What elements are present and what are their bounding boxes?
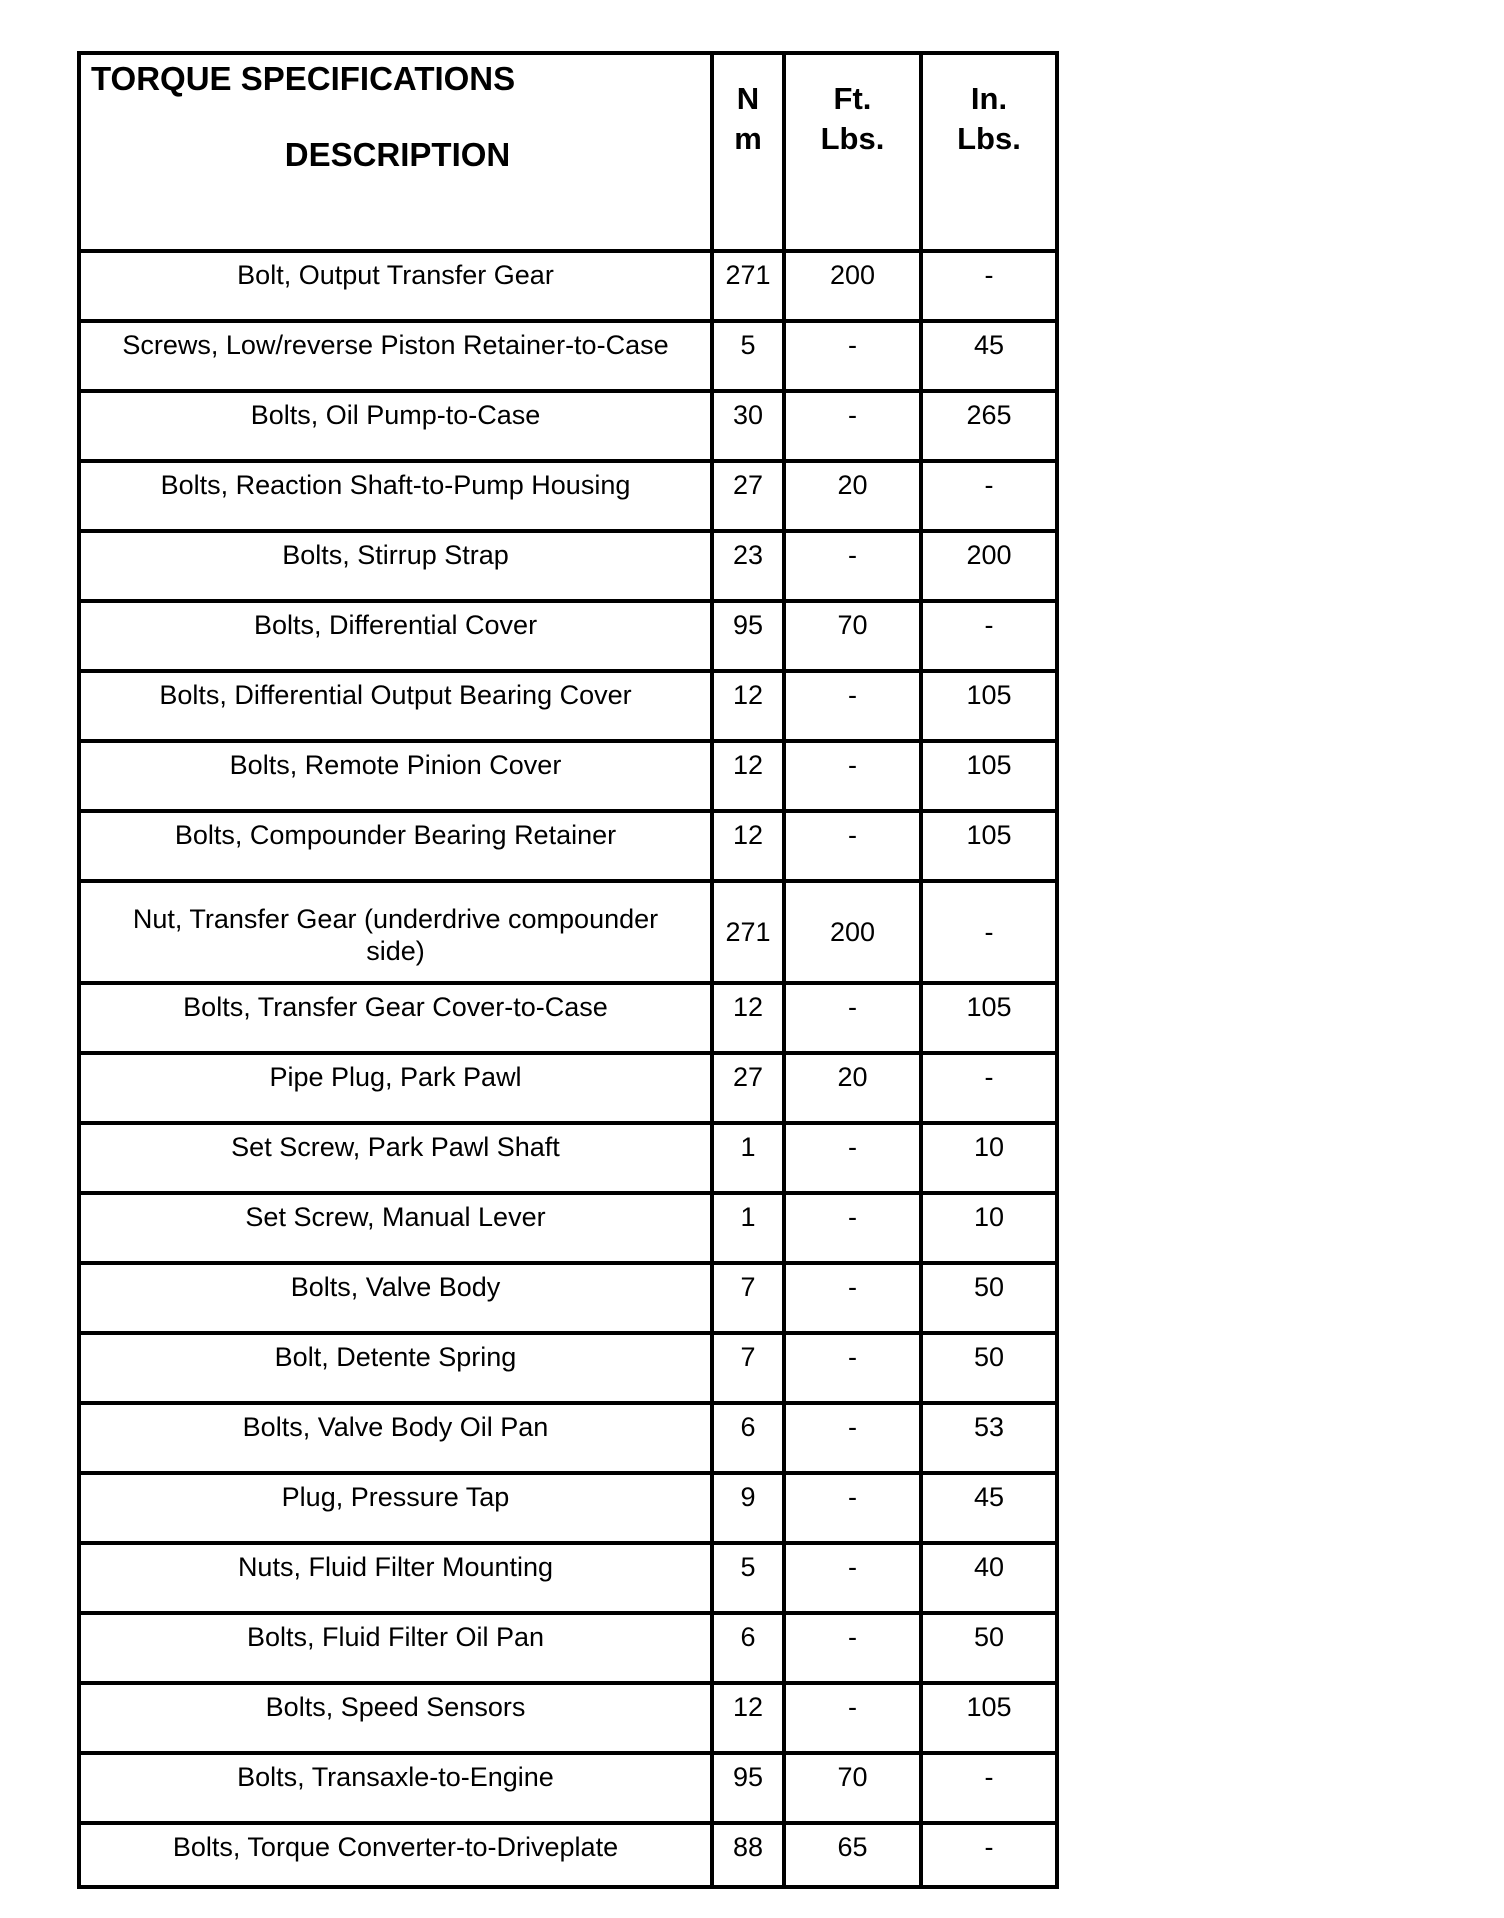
description-cell: Bolts, Differential Cover [81, 603, 714, 669]
ft-lbs-cell: - [786, 1195, 923, 1261]
nm-cell: 6 [714, 1405, 786, 1471]
description-cell: Bolts, Differential Output Bearing Cover [81, 673, 714, 739]
in-lbs-cell: - [984, 1762, 994, 1792]
ft-lbs-cell: - [786, 533, 923, 599]
description-cell: Bolt, Output Transfer Gear [81, 253, 714, 319]
ft-lbs-cell: - [786, 323, 923, 389]
in-lbs-cell: 45 [973, 330, 1005, 360]
nm-cell: 30 [714, 393, 786, 459]
description-cell: Bolts, Remote Pinion Cover [81, 743, 714, 809]
in-lbs-cell: - [984, 1832, 994, 1862]
nm-cell: 95 [714, 1755, 786, 1821]
table-row [81, 1615, 1055, 1685]
nm-cell: 7 [714, 1265, 786, 1331]
description-cell: Bolts, Valve Body [81, 1265, 714, 1331]
table-row [81, 533, 1055, 603]
in-lbs-header-line1: In. [970, 81, 1008, 116]
description-header: DESCRIPTION [284, 136, 511, 173]
in-lbs-header [923, 55, 1055, 249]
ft-lbs-cell: 70 [786, 603, 923, 669]
description-cell: Pipe Plug, Park Pawl [81, 1055, 714, 1121]
description-cell: Bolt, Detente Spring [81, 1335, 714, 1401]
table-row [81, 603, 1055, 673]
ft-lbs-header [786, 55, 923, 249]
description-cell: Bolts, Stirrup Strap [81, 533, 714, 599]
description-cell: Set Screw, Park Pawl Shaft [81, 1125, 714, 1191]
in-lbs-cell: - [984, 260, 994, 290]
ft-lbs-cell: - [786, 1685, 923, 1751]
ft-lbs-cell: - [786, 743, 923, 809]
table-row [81, 985, 1055, 1055]
description-cell: Plug, Pressure Tap [81, 1475, 714, 1541]
in-lbs-cell: - [984, 470, 994, 500]
in-lbs-cell: - [984, 1062, 994, 1092]
ft-lbs-cell: - [786, 813, 923, 879]
in-lbs-cell: 105 [966, 750, 1012, 780]
in-lbs-cell: 50 [973, 1622, 1005, 1652]
description-cell: Bolts, Transaxle-to-Engine [81, 1755, 714, 1821]
table-row [81, 1475, 1055, 1545]
description-cell: Bolts, Speed Sensors [81, 1685, 714, 1751]
description-cell: Bolts, Torque Converter-to-Driveplate [81, 1825, 714, 1885]
ft-lbs-cell: - [786, 673, 923, 739]
ft-lbs-cell: - [786, 985, 923, 1051]
nm-header [714, 55, 786, 249]
nm-cell: 1 [714, 1195, 786, 1261]
description-line1: Nut, Transfer Gear (underdrive compounder [132, 904, 659, 934]
table-row [81, 883, 1055, 985]
table-row [81, 1545, 1055, 1615]
header-row [81, 55, 1055, 253]
nm-cell: 6 [714, 1615, 786, 1681]
table-row [81, 323, 1055, 393]
ft-lbs-cell: - [786, 1615, 923, 1681]
nm-cell: 12 [714, 673, 786, 739]
nm-cell: 27 [714, 1055, 786, 1121]
in-lbs-cell: 105 [966, 820, 1012, 850]
description-cell: Screws, Low/reverse Piston Retainer-to-Case [81, 323, 714, 389]
table-row [81, 1685, 1055, 1755]
table-row [81, 1055, 1055, 1125]
description-cell: Bolts, Reaction Shaft-to-Pump Housing [81, 463, 714, 529]
nm-cell: 7 [714, 1335, 786, 1401]
nm-cell: 27 [714, 463, 786, 529]
table-row [81, 813, 1055, 883]
ft-lbs-cell: - [786, 1545, 923, 1611]
ft-lbs-cell: - [786, 1335, 923, 1401]
nm-cell: 12 [714, 743, 786, 809]
nm-cell: 271 [714, 883, 786, 981]
table-row [81, 1125, 1055, 1195]
table-row [81, 1195, 1055, 1265]
ft-lbs-cell: - [786, 1125, 923, 1191]
nm-cell: 5 [714, 1545, 786, 1611]
nm-header-line2: m [734, 121, 762, 156]
description-header-cell [81, 55, 714, 249]
description-line2: side) [366, 936, 425, 966]
in-lbs-cell: 40 [973, 1552, 1005, 1582]
in-lbs-cell: 105 [966, 992, 1012, 1022]
table-row [81, 393, 1055, 463]
description-cell [81, 883, 714, 981]
description-cell: Bolts, Valve Body Oil Pan [81, 1405, 714, 1471]
ft-lbs-cell: 70 [786, 1755, 923, 1821]
nm-cell: 12 [714, 1685, 786, 1751]
description-cell: Bolts, Fluid Filter Oil Pan [81, 1615, 714, 1681]
ft-lbs-cell: 20 [786, 463, 923, 529]
table-row [81, 1755, 1055, 1825]
ft-lbs-header-line2: Lbs. [820, 121, 885, 156]
ft-lbs-cell: 200 [786, 883, 923, 981]
table-row [81, 1405, 1055, 1475]
in-lbs-header-line2: Lbs. [957, 121, 1021, 156]
in-lbs-cell: - [984, 917, 994, 947]
description-cell: Bolts, Oil Pump-to-Case [81, 393, 714, 459]
nm-cell: 271 [714, 253, 786, 319]
in-lbs-cell: 53 [973, 1412, 1005, 1442]
description-cell: Set Screw, Manual Lever [81, 1195, 714, 1261]
nm-cell: 23 [714, 533, 786, 599]
nm-cell: 95 [714, 603, 786, 669]
in-lbs-cell: - [984, 610, 994, 640]
in-lbs-cell: 50 [973, 1342, 1005, 1372]
ft-lbs-cell: 65 [786, 1825, 923, 1885]
ft-lbs-cell: - [786, 1475, 923, 1541]
ft-lbs-header-line1: Ft. [833, 81, 872, 116]
nm-cell: 88 [714, 1825, 786, 1885]
in-lbs-cell: 10 [973, 1132, 1005, 1162]
description-cell: Nuts, Fluid Filter Mounting [81, 1545, 714, 1611]
nm-cell: 1 [714, 1125, 786, 1191]
ft-lbs-cell: 200 [786, 253, 923, 319]
ft-lbs-cell: - [786, 1405, 923, 1471]
in-lbs-cell: 265 [966, 400, 1012, 430]
description-cell: Bolts, Transfer Gear Cover-to-Case [81, 985, 714, 1051]
nm-header-line1: N [736, 81, 760, 116]
in-lbs-cell: 105 [966, 1692, 1012, 1722]
ft-lbs-cell: - [786, 393, 923, 459]
table-row [81, 673, 1055, 743]
in-lbs-cell: 10 [973, 1202, 1005, 1232]
nm-cell: 9 [714, 1475, 786, 1541]
table-row [81, 253, 1055, 323]
table-row [81, 463, 1055, 533]
ft-lbs-cell: - [786, 1265, 923, 1331]
table-row [81, 1825, 1055, 1885]
torque-spec-table [77, 51, 1059, 1889]
ft-lbs-cell: 20 [786, 1055, 923, 1121]
table-title: TORQUE SPECIFICATIONS [91, 60, 516, 97]
nm-cell: 5 [714, 323, 786, 389]
description-cell: Bolts, Compounder Bearing Retainer [81, 813, 714, 879]
table-row [81, 1265, 1055, 1335]
in-lbs-cell: 200 [966, 540, 1012, 570]
table-row [81, 743, 1055, 813]
nm-cell: 12 [714, 813, 786, 879]
nm-cell: 12 [714, 985, 786, 1051]
in-lbs-cell: 105 [966, 680, 1012, 710]
in-lbs-cell: 50 [973, 1272, 1005, 1302]
in-lbs-cell: 45 [973, 1482, 1005, 1512]
table-row [81, 1335, 1055, 1405]
